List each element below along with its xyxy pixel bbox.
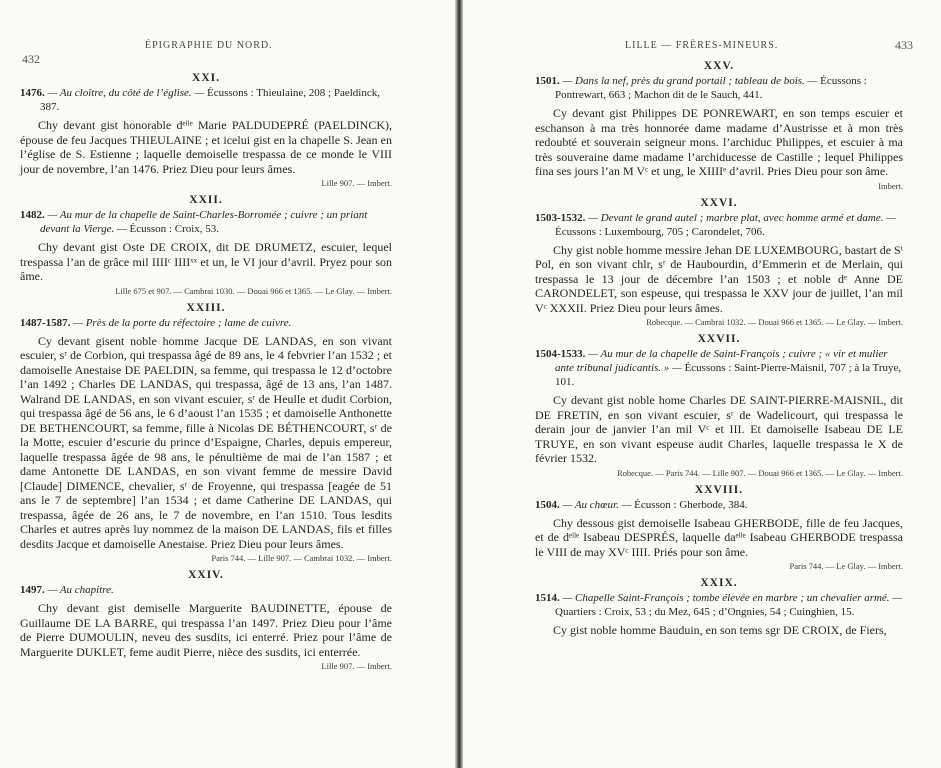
entry-number: XXIII.: [186, 301, 226, 314]
entry-location: — Au mur de la chapelle de Saint-François ; cuivre ; « vir et mulier ante tribunal judicantis. » —: [555, 348, 888, 374]
entry-text: Chy devant gist honorable dᵉˡˡᵉ Marie PALDUDEPRÉ (PAELDINCK), épouse de feu Jacques THIEULAINE ; et icelui gist en la chapelle S. Jean en l’église de S. Estienne ; laquelle demoiselle trespassa de ce monde le VIII jour de novembre, l’an 1476. Priez Dieu pour leurs âmes.: [20, 118, 392, 176]
page-number: 432: [22, 52, 40, 66]
entry-details: Quartiers : Croix, 53 ; du Mez, 645 ; d’Ongnies, 54 ; Cuinghien, 15.: [555, 606, 855, 618]
entry-sources: Paris 744. — Le Glay. — Imbert.: [789, 561, 903, 571]
entry-heading: [535, 211, 903, 239]
entry-details: Écussons : Luxembourg, 705 ; Carondelet, 706.: [555, 225, 765, 238]
right-content: [535, 60, 903, 638]
entry-heading: [535, 591, 903, 619]
entry-sources: Lille 907. — Imbert.: [321, 661, 392, 671]
entry-date: 1476.: [20, 87, 45, 99]
entry-number: XXV.: [703, 60, 735, 72]
entry-number: XXVII.: [697, 333, 741, 345]
entry-heading: [535, 498, 903, 512]
entry-date: 1503-1532.: [535, 211, 586, 224]
entry-location: — Au mur de la chapelle de Saint-Charles-Borromée ; cuivre ; un priant devant la Vierge. —: [40, 209, 368, 235]
entry-sources: Paris 744. — Lille 907. — Cambrai 1032. — Imbert.: [211, 553, 392, 563]
entry-heading: [535, 74, 903, 102]
entry-date: 1504-1533.: [535, 348, 586, 360]
entry-heading: [20, 316, 392, 330]
entry-sources: Lille 907. — Imbert.: [321, 178, 392, 188]
entry-details: Écussons : Pontrewart, 663 ; Machon dit de le Sauch, 441.: [555, 75, 867, 101]
epitaph-entry: [20, 72, 392, 188]
entry-details: Écusson : Gherbode, 384.: [634, 498, 748, 511]
entry-sources: Imbert.: [878, 180, 903, 191]
entry-number: XXVIII.: [694, 483, 744, 496]
entry-location: — Au chœur. —: [562, 498, 632, 511]
entry-location: — Dans la nef, près du grand portail ; tableau de bois. —: [562, 75, 818, 87]
entry-sources: Robecque. — Cambrai 1032. — Douai 966 et 1365. — Le Glay. — Imbert.: [646, 317, 903, 327]
epitaph-entry: [20, 302, 392, 564]
epitaph-entry: [20, 569, 392, 671]
epitaph-entry: [535, 484, 903, 572]
running-head: ÉPIGRAPHIE DU NORD.: [145, 40, 273, 51]
book-gutter: [455, 0, 463, 768]
entry-heading: [20, 208, 392, 236]
entry-text: Chy devant gist demiselle Marguerite BAUDINETTE, épouse de Guillaume DE LA BARRE, qui trespassa l’an 1497. Priez Dieu pour l’âme de Pierre DUMOULIN, neveu des susdits, ici enterré. Priez pour l’âme de Marguerite DUKLET, feme audit Pierre, nièce des susdits, ici enterrée.: [20, 601, 392, 659]
entry-sources: Robecque. — Paris 744. — Lille 907. — Douai 966 et 1365. — Le Glay. — Imbert.: [616, 467, 903, 478]
entry-location: — Près de la porte du réfectoire ; lame de cuivre.: [73, 316, 292, 329]
entry-location: — Au chapitre.: [47, 584, 114, 596]
entry-heading: [20, 583, 392, 597]
entry-details: Écussons : Thieulaine, 208 ; Paeldinck, 387.: [40, 87, 380, 113]
entry-sources: Lille 675 et 907. — Cambrai 1030. — Douai 966 et 1365. — Le Glay. — Imbert.: [115, 285, 392, 296]
entry-details: Écusson : Croix, 53.: [129, 223, 220, 235]
entry-text: Cy devant gist noble home Charles DE SAINT-PIERRE-MAISNIL, dit DE FRETIN, en son vivant escuier, sʳ de Wadelicourt, qui trespassa le derain jour de janvier l’an mil Vᶜ et III. Et damoiselle Isabeau DE LE TRUYE, en son vivant espeuse audit Charles, laquelle trespassa le X de février 1532.: [535, 393, 903, 465]
entry-location: — Au cloître, du côté de l’église. —: [47, 87, 205, 99]
entry-text: Cy devant gisent noble homme Jacque DE LANDAS, en son vivant escuier, sʳ de Corbion, qui trespassa âgé de 89 ans, le 4 febvrier l’an 1532 ; et damoiselle Anestaise DE PAELDIN, sa femme, qui trespassa le 12 d’octobre l’an 1492 ; Charles DE LANDAS, qui trespassa, âgé de 13 ans, l’an 1487. Walrand DE LANDAS, en son vivant escuier, sʳ de Heulle et dudit Corbion, qui trespassa âgé de 56 ans, le 6 d’aoust l’an 1535 ; et damoiselle Anthonette DE BETHENCOURT, sa femme, fille à Nicolas DE BÉTHENCOURT, sʳ de la Motte, escuier d’escurie du prince d’Espaigne, Charles, depuis empereur, laquelle trespassa âgée de 98 ans, le pénultième de mai de l’an 1587 ; et dame Antonette DE LANDAS, en son vivant femme de messire David [Claude] DIMENCE, chevalier, sʳ de Froyenne, qui trespassa [eagée de 51 ans le 7 de septembre] l’an 1534 ; et dame Catherine DE LANDAS, qui trespassa, âgée de 26 ans, le 7 de novembre, en l’an 1510. Tous lesdits Charles et autres après luy nommez de la maison DE LANDAS, fils et filles desdits Jacque et damoiselle Anestaise. Priez Dieu pour leurs âmes.: [20, 333, 392, 551]
entry-heading: [535, 347, 903, 389]
entry-date: 1501.: [535, 75, 560, 87]
entry-text: Chy dessous gist demoiselle Isabeau GHERBODE, fille de feu Jacques, et de dᵉˡˡᵉ Isabeau DESPRÉS, laquelle daᵉˡˡᵉ Isabeau GHERBODE trespassa le VIII de may XVᶜ IIII. Priés pour son âme.: [535, 515, 903, 559]
left-content: [20, 72, 392, 677]
epitaph-entry: [535, 197, 903, 328]
epitaph-entry: [535, 577, 903, 638]
entry-details: Écussons : Saint-Pierre-Maisnil, 707 ; à la Truye, 101.: [555, 362, 902, 388]
page-number: 433: [895, 38, 913, 52]
entry-date: 1487-1587.: [20, 316, 71, 329]
entry-location: — Chapelle Saint-François ; tombe élevée en marbre ; un chevalier armé. —: [562, 592, 903, 604]
entry-location: — Devant le grand autel ; marbre plat, avec homme armé et dame. —: [588, 211, 897, 224]
entry-date: 1482.: [20, 209, 45, 221]
entry-number: XXII.: [189, 194, 223, 206]
right-page: [463, 0, 941, 768]
entry-text: Chy gist noble homme messire Jehan DE LUXEMBOURG, bastart de Sᵗ Pol, en son vivant chlr, sʳ de Haubourdin, d’Emmerin et de Merlain, qui trespassa le 13 jour de décembre l’an 1503 ; et noble dᵉ Anne DE CARONDELET, son espeuse, qui trespassa le XXV jour de juillet, l’an mil Vᶜ XXXII. Priez Dieu pour leurs âmes.: [535, 242, 903, 315]
entry-number: XXI.: [192, 72, 220, 84]
entry-number: XXVI.: [700, 196, 738, 209]
entry-heading: [20, 86, 392, 114]
entry-date: 1514.: [535, 592, 560, 604]
epitaph-entry: [20, 194, 392, 296]
entry-date: 1497.: [20, 584, 45, 596]
epitaph-entry: [535, 333, 903, 478]
entry-text: Chy devant gist Oste DE CROIX, dit DE DRUMETZ, escuier, lequel trespassa l’an de grâce mil IIIIᶜ IIIIˣˣ et un, le VI jour d’avril. Pryez pour son âme.: [20, 240, 392, 283]
entry-number: XXIV.: [188, 569, 224, 581]
running-head: LILLE — FRÈRES-MINEURS.: [625, 40, 779, 51]
left-page: [0, 0, 455, 768]
epitaph-entry: [535, 60, 903, 191]
entry-number: XXIX.: [700, 577, 738, 589]
entry-text: Cy devant gist Philippes DE PONREWART, en son temps escuier et eschanson à ma très honnorée dame madame d’Austrisse et à mon très redoubté et souverain seigneur mons. l’archiduc Philippes, et escuier à ma très souveraine dame madame l’archiducesse de Castille ; lequel Philippes fina ses jours l’an M Vᶜ et ung, le XIIIIᵉ d’avril. Pries Dieu pour son âme.: [535, 106, 903, 178]
entry-date: 1504.: [535, 498, 560, 511]
entry-text: Cy gist noble homme Bauduin, en son tems sgr DE CROIX, de Fiers,: [553, 623, 887, 637]
